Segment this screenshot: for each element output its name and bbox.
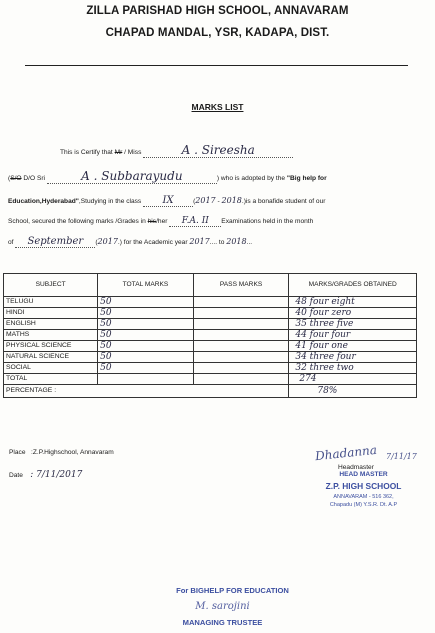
table-header-row [4,274,417,297]
text: ... [246,239,253,246]
percentage-label: PERCENTAGE : [4,385,289,398]
text: is a bonafide student of our [245,198,326,205]
place-value: :Z.P.Highschool, Annavaram [31,449,114,456]
text: .) for the Academic year [117,239,190,246]
header-rule [25,65,408,66]
date-line [9,470,82,480]
obtained-cell: 48 four eight [289,297,417,308]
pass-marks-cell [193,363,289,374]
subject-cell: PHYSICAL SCIENCE [4,341,98,352]
text: / Miss [122,149,142,156]
table-row [4,341,417,352]
text: D/O Sri [21,175,46,182]
trustee-signature: M. sarojini [195,601,250,612]
total-marks-cell: 50 [98,352,194,363]
table-row [4,352,417,363]
subject-cell: NATURAL SCIENCE [4,352,98,363]
year-start: 2017 [195,196,216,205]
text: - [215,198,222,205]
subject-cell: SOCIAL [4,363,98,374]
total-row [4,374,417,385]
table-row [4,319,417,330]
year-end: 2018 [221,196,242,205]
certificate-line-5: of September (2017.) for the Academic year 2017.... to 2018... [8,236,253,247]
page-title: MARKS LIST [191,102,244,112]
certificate-line-2: (S/O D/O Sri A . Subbarayudu ) who is adopted by the "Big help for [8,169,327,183]
acad-start: 2017 [189,237,210,246]
total-marks-cell: 50 [98,297,194,308]
acad-end: 2018 [226,237,247,246]
cell [193,374,289,385]
pass-marks-cell [193,308,289,319]
obtained-cell: 32 three two [289,363,417,374]
cell [98,374,194,385]
obtained-cell: 44 four four [289,330,417,341]
father-name: A . Subbarayudu [47,169,217,184]
struck-so: S/O [10,175,22,182]
signature-date: 7/11/17 [386,452,417,461]
bold-text: Education,Hyderabad" [8,198,79,205]
stamp-line-1: HEAD MASTER [339,471,388,478]
certificate-line-4 [8,216,313,227]
pass-marks-cell [193,352,289,363]
date-label: Date [9,472,23,479]
text: This is Certify that [60,149,115,156]
text: /her [156,218,168,225]
certificate-line-1 [60,143,293,158]
text: of [8,239,14,246]
certificate-line-3 [8,195,325,207]
pass-marks-cell [193,330,289,341]
total-value: 274 [289,374,417,385]
date-value: : 7/11/2017 [30,470,83,480]
pass-marks-cell [193,319,289,330]
header-total-marks: TOTAL MARKS [98,274,194,297]
text: ( [95,239,98,246]
text: ) who is adopted by the [216,175,287,182]
percentage-row [4,385,417,398]
struck-mr: Mr [114,149,123,156]
text: Examinations held in the month [221,218,314,225]
pass-marks-cell [193,297,289,308]
total-label: TOTAL [4,374,98,385]
table-row [4,330,417,341]
text: School, secured the following marks /Grades in [8,218,148,225]
subject-cell: TELUGU [4,297,98,308]
text: ,Studying in the class [78,198,142,205]
marks-table [3,273,417,398]
subject-cell: HINDI [4,308,98,319]
obtained-cell: 34 three four [289,352,417,363]
total-marks-cell: 50 [98,308,194,319]
table-row [4,363,417,374]
month-year: 2017 [97,237,118,246]
header-obtained: MARKS/GRADES OBTAINED [289,274,417,297]
total-marks-cell: 50 [98,363,194,374]
trustee-title: MANAGING TRUSTEE [182,618,263,627]
school-address: CHAPAD MANDAL, YSR, KADAPA, DIST. [105,27,330,39]
exam-name: F.A. II [169,216,221,227]
place-label: Place [9,449,26,456]
header-pass-marks: PASS MARKS [193,274,289,297]
total-marks-cell: 50 [98,330,194,341]
subject-cell: MATHS [4,330,98,341]
total-marks-cell: 50 [98,341,194,352]
obtained-cell: 41 four one [289,341,417,352]
stamp-line-4: Chapadu (M) Y.S.R. Dt. A.P [329,502,398,508]
text: .) [241,198,246,205]
struck-his: his [147,218,157,225]
subject-cell: ENGLISH [4,319,98,330]
obtained-cell: 35 three five [289,319,417,330]
stamp-line-3: ANNAVARAM - 516 362, [333,494,394,500]
school-name: ZILLA PARISHAD HIGH SCHOOL, ANNAVARAM [86,5,349,17]
student-name: A . Sireesha [143,143,293,158]
table-row [4,297,417,308]
headmaster-signature: Dhadanna [314,442,378,464]
trustee-org: For BIGHELP FOR EDUCATION [176,586,289,595]
table-row [4,308,417,319]
header-subject: SUBJECT [4,274,98,297]
text: to [218,239,227,246]
class-value: IX [143,195,193,207]
percentage-value: 78% [289,385,417,398]
bold-text: "Big help for [286,175,327,182]
headmaster-label: Headmaster [338,464,374,471]
obtained-cell: 40 four zero [289,308,417,319]
place-line [9,449,114,456]
total-marks-cell: 50 [98,319,194,330]
month-value: September [15,236,95,248]
stamp-line-2: Z.P. HIGH SCHOOL [325,481,402,491]
text: ( [193,198,196,205]
pass-marks-cell [193,341,289,352]
